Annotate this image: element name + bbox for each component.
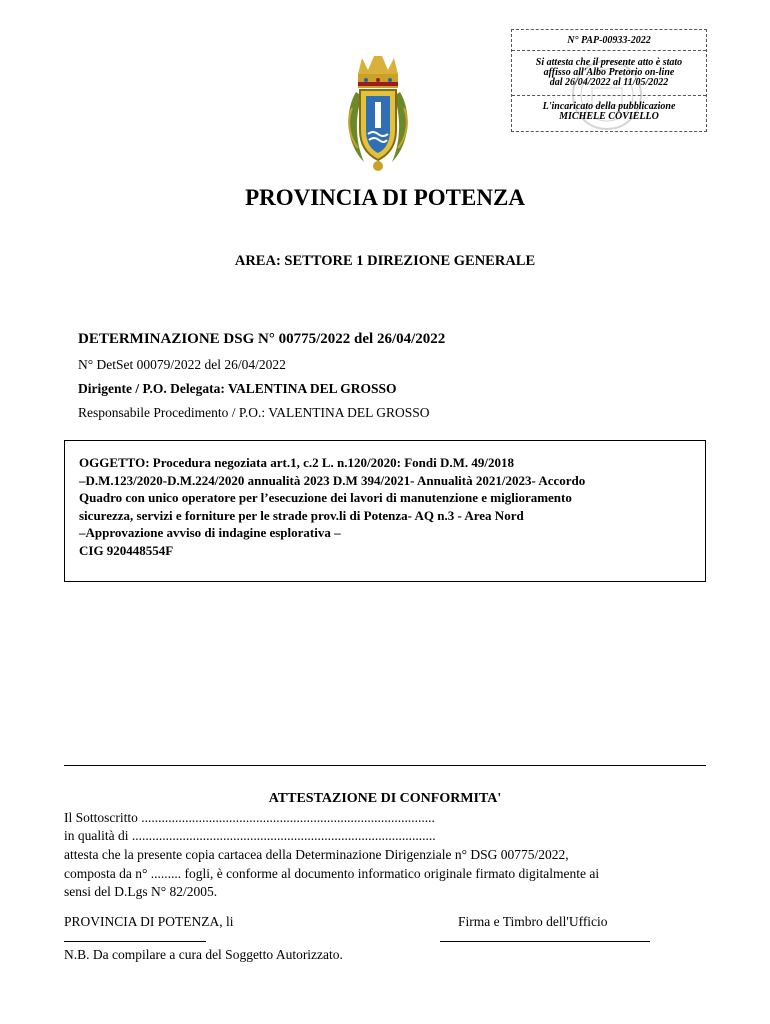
- coat-of-arms-emblem: [342, 52, 414, 172]
- attestazione-title: ATTESTAZIONE DI CONFORMITA': [268, 791, 502, 806]
- oggetto-box: [64, 440, 706, 582]
- oggetto-line: –Approvazione avviso di indagine esplorativa –: [79, 525, 341, 541]
- oggetto-line: CIG 920448554F: [79, 542, 174, 558]
- date-signature-line: [64, 941, 206, 942]
- oggetto-line: –D.M.123/2020-D.M.224/2020 annualità 2023 D.M 394/2021- Annualità 2021/2023- Accordo: [79, 472, 586, 488]
- attestazione-line: in qualità di ..........................................................................................: [64, 828, 436, 843]
- note-text: N.B. Da compilare a cura del Soggetto Autorizzato.: [64, 947, 343, 962]
- stamp-number: N° PAP-00933-2022: [567, 35, 651, 46]
- section-divider: [64, 765, 706, 766]
- dirigente-line: Dirigente / P.O. Delegata: VALENTINA DEL GROSSO: [78, 381, 397, 396]
- determinazione-title: DETERMINAZIONE DSG N° 00775/2022 del 26/04/2022: [78, 331, 446, 347]
- stamp-attest-line: Si attesta che il presente atto è stato: [535, 57, 683, 68]
- stamp-officer-name: MICHELE COVIELLO: [559, 111, 659, 122]
- page-title: PROVINCIA DI POTENZA: [245, 185, 525, 210]
- signature-label: Firma e Timbro dell'Ufficio: [458, 914, 608, 929]
- attestazione-line: sensi del D.Lgs N° 82/2005.: [64, 884, 218, 899]
- office-signature-line: [440, 941, 650, 942]
- area-heading: AREA: SETTORE 1 DIREZIONE GENERALE: [234, 253, 536, 269]
- attestazione-line: Il Sottoscritto .......................................................................................: [64, 810, 435, 825]
- place-date-label: PROVINCIA DI POTENZA, li: [64, 914, 234, 929]
- oggetto-line: OGGETTO: Procedura negoziata art.1, c.2 L. n.120/2020: Fondi D.M. 49/2018: [79, 455, 515, 470]
- stamp-attest-line: affisso all'Albo Pretorio on-line: [543, 67, 675, 78]
- detset-number: N° DetSet 00079/2022 del 26/04/2022: [78, 357, 286, 372]
- stamp-attest-line: dal 26/04/2022 al 11/05/2022: [549, 77, 669, 88]
- oggetto-line: Quadro con unico operatore per l’esecuzione dei lavori di manutenzione e miglioramento: [79, 490, 572, 506]
- attestazione-line: attesta che la presente copia cartacea della Determinazione Dirigenziale n° DSG 00775/2022,: [64, 847, 569, 862]
- oggetto-line: sicurezza, servizi e forniture per le strade prov.li di Potenza- AQ n.3 - Area Nord: [79, 507, 524, 523]
- oggetto-text: [79, 454, 694, 560]
- attestazione-line: composta da n° ......... fogli, è conforme al documento informatico originale firmato digitalmente ai: [64, 866, 600, 881]
- publication-stamp: [511, 29, 707, 132]
- responsabile-line: Responsabile Procedimento / P.O.: VALENTINA DEL GROSSO: [78, 405, 430, 420]
- stamp-officer-line: L'incaricato della pubblicazione: [542, 101, 676, 112]
